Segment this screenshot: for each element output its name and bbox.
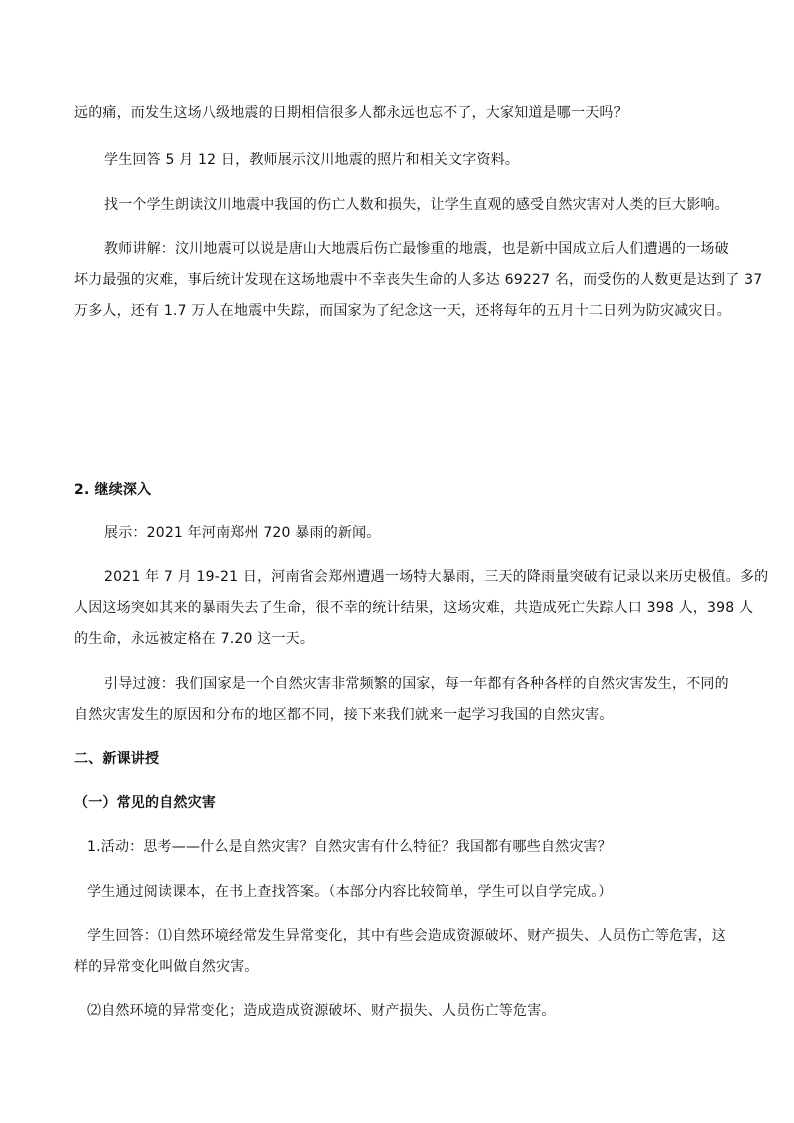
paragraph-line: 找一个学生朗读汶川地震中我国的伤亡人数和损失，让学生直观的感受自然灾害对人类的巨大影响。 (104, 197, 729, 213)
paragraph-line: ⑵自然环境的异常变化；造成造成资源破坏、财产损失、人员伤亡等危害。 (87, 1003, 556, 1019)
paragraph-line: 坏力最强的灾难，事后统计发现在这场地震中不幸丧失生命的人多达 69227 名，而受伤的人数更是达到了 37 (74, 272, 763, 288)
paragraph-line: 学生回答：⑴自然环境经常发生异常变化，其中有些会造成资源破坏、财产损失、人员伤亡等危害，这 (87, 928, 726, 944)
paragraph-line: 学生通过阅读课本，在书上查找答案。（本部分内容比较简单，学生可以自学完成。） (87, 884, 613, 900)
paragraph-line: 学生回答 5 月 12 日，教师展示汶川地震的照片和相关文字资料。 (104, 152, 520, 168)
section-heading: 2. 继续深入 (74, 482, 152, 498)
paragraph-line: 人因这场突如其来的暴雨失去了生命，很不幸的统计结果，这场灾难，共造成死亡失踪人口 398 人，398 人 (74, 600, 754, 616)
paragraph-line: 教师讲解：汶川地震可以说是唐山大地震后伤亡最惨重的地震，也是新中国成立后人们遭遇的一场破 (104, 241, 729, 257)
paragraph-line: 1.活动：思考——什么是自然灾害？自然灾害有什么特征？我国都有哪些自然灾害？ (87, 839, 612, 855)
paragraph-line: 万多人，还有 1.7 万人在地震中失踪，而国家为了纪念这一天，还将每年的五月十二日列为防灾减灾日。 (74, 303, 731, 319)
paragraph-line: 2021 年 7 月 19-21 日，河南省会郑州遭遇一场特大暴雨，三天的降雨量突破有记录以来历史极值。多的 (104, 569, 769, 585)
section-heading: 二、新课讲授 (74, 751, 160, 767)
paragraph-line: 展示：2021 年河南郑州 720 暴雨的新闻。 (104, 525, 381, 541)
paragraph-line: 的生命，永远被定格在 7.20 这一天。 (74, 631, 315, 647)
paragraph-line: 自然灾害发生的原因和分布的地区都不同，接下来我们就来一起学习我国的自然灾害。 (74, 707, 614, 723)
paragraph-line: 远的痛，而发生这场八级地震的日期相信很多人都永远也忘不了，大家知道是哪一天吗？ (74, 105, 628, 121)
paragraph-line: 样的异常变化叫做自然灾害。 (74, 959, 259, 975)
paragraph-line: 引导过渡：我们国家是一个自然灾害非常频繁的国家，每一年都有各种各样的自然灾害发生，不同的 (104, 676, 729, 692)
subsection-heading: （一）常见的自然灾害 (74, 795, 216, 811)
